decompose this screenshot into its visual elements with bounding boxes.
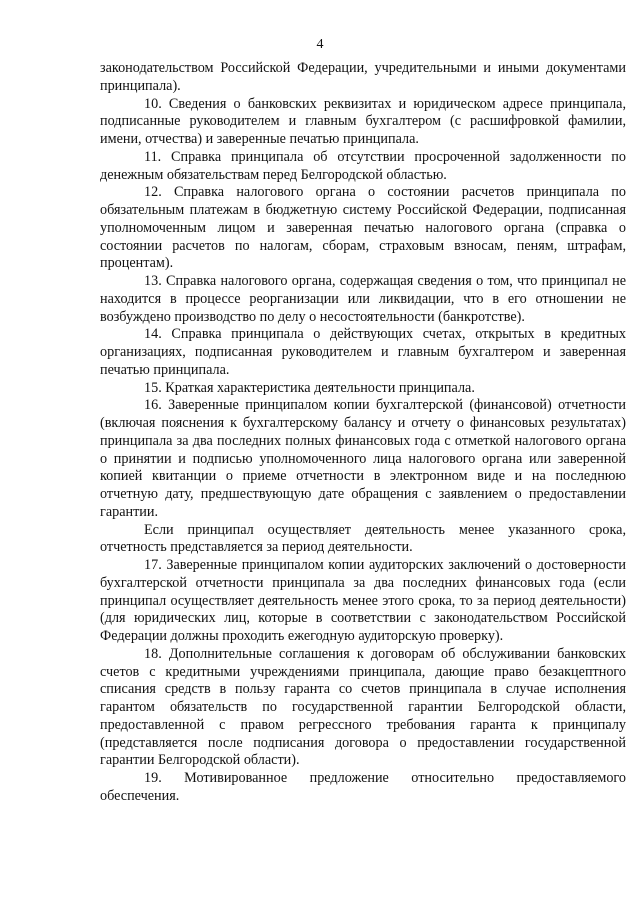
paragraph-continuation: законодательством Российской Федерации, учредительными и иными документами принципала). <box>100 60 626 94</box>
paragraph-item-11: 11. Справка принципала об отсутствии просроченной задолженности по денежным обязательствам перед Белгородской областью. <box>100 148 626 183</box>
paragraph-item-10: 10. Сведения о банковских реквизитах и юридическом адресе принципала, подписанные руководителем и главным бухгалтером (с расшифровкой фамилии, имени, отчества) и заверенные печатью принципала. <box>100 95 626 147</box>
document-body <box>100 60 626 806</box>
paragraph-item-14: 14. Справка принципала о действующих счетах, открытых в кредитных организациях, подписанная руководителем и главным бухгалтером и заверенная печатью принципала. <box>100 326 626 378</box>
page-number: 4 <box>316 37 324 52</box>
paragraph-item-16-note: Если принципал осуществляет деятельность менее указанного срока, отчетность представляется за период деятельности. <box>100 521 626 556</box>
paragraph-item-19: 19. Мотивированное предложение относительно предоставляемого обеспечения. <box>100 770 626 804</box>
paragraph-item-13: 13. Справка налогового органа, содержащая сведения о том, что принципал не находится в процессе реорганизации или ликвидации, что в его отношении не возбуждено производство по делу о несостоятельности (банкротстве). <box>100 273 626 325</box>
paragraph-item-12: 12. Справка налогового органа о состоянии расчетов принципала по обязательным платежам в бюджетную систему Российской Федерации, подписанная уполномоченным лицом и заверенная печатью налогового органа (справка о состоянии расчетов по налогам, сборам, страховым взносам, пеням, штрафам, процентам). <box>100 184 626 272</box>
paragraph-item-15: 15. Краткая характеристика деятельности принципала. <box>144 379 475 396</box>
paragraph-item-17: 17. Заверенные принципалом копии аудиторских заключений о достоверности бухгалтерской отчетности принципала за два последних финансовых года (если принципал осуществляет деятельность менее этого срока, то за период деятельности) (для юридических лиц, которые в соответствии с законодательством Российской Федерации должны проходить ежегодную аудиторскую проверку). <box>100 557 626 644</box>
paragraph-item-18: 18. Дополнительные соглашения к договорам об обслуживании банковских счетов с кредитными учреждениями принципала, дающие право безакцептного списания средств в пользу гаранта со счетов принципала в случае исполнения гарантом обязательств по государственной гарантии Белгородской области, предоставленной с правом регрессного требования гаранта к принципалу (представляется после подписания договора о предоставлении государственной гарантии Белгородской области). <box>100 645 626 769</box>
paragraph-item-16: 16. Заверенные принципалом копии бухгалтерской (финансовой) отчетности (включая пояснения к бухгалтерскому балансу и отчету о финансовых результатах) принципала за два последних полных финансовых года с отметкой налогового органа о принятии и подписью уполномоченного лица налогового органа или заверенной копией квитанции о приеме отчетности в электронном виде и на последнюю отчетную дату, предшествующую дате обращения с заявлением о предоставлении гарантии. <box>100 397 626 520</box>
